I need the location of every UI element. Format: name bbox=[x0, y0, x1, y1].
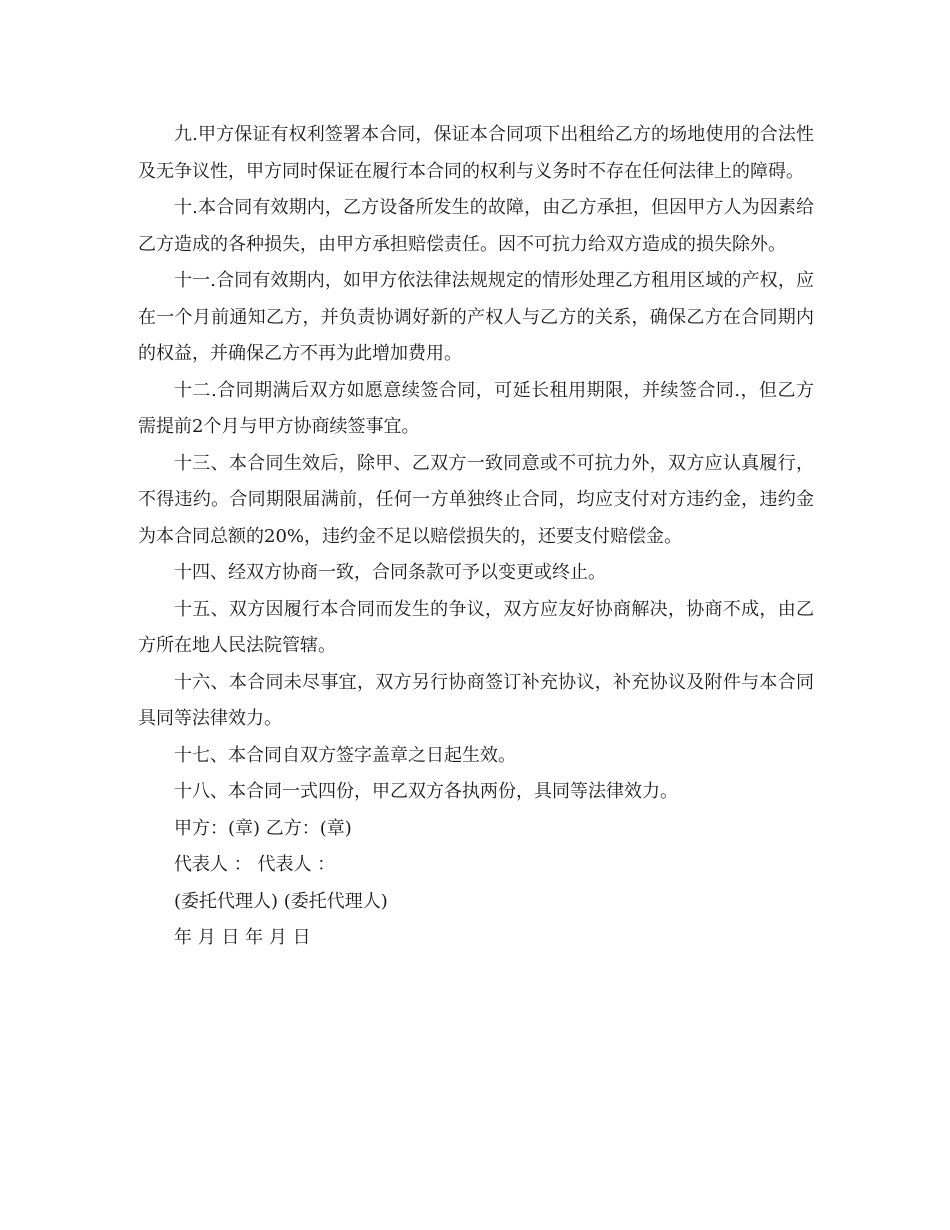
signature-representatives: 代表人 ： 代表人 ： bbox=[174, 854, 336, 875]
clause-17: 十七、本合同自双方签字盖章之日起生效。 bbox=[174, 744, 516, 766]
signature-dates: 年 月 日 年 月 日 bbox=[174, 927, 311, 948]
clause-9: 九.甲方保证有权利签署本合同，保证本合同项下出租给乙方的场地使用的合法性及无争议性，甲方同时保证在履行本合同的权利与义务时不存在任何法律上的障碍。 bbox=[138, 124, 814, 182]
clause-15: 十五、双方因履行本合同而发生的争议，双方应友好协商解决，协商不成，由乙方所在地人民法院管辖。 bbox=[138, 598, 814, 656]
clause-13: 十三、本合同生效后，除甲、乙双方一致同意或不可抗力外，双方应认真履行，不得违约。合同期限届满前，任何一方单独终止合同，均应支付对方违约金，违约金为本合同总额的20%，违约金不足以赔偿损失的，还要支付赔偿金。 bbox=[138, 452, 814, 547]
clause-12: 十二.合同期满后双方如愿意续签合同，可延长租用期限，并续签合同.，但乙方需提前2个月与甲方协商续签事宜。 bbox=[138, 379, 814, 437]
clause-11: 十一.合同有效期内，如甲方依法律法规规定的情形处理乙方租用区域的产权，应在一个月前通知乙方，并负责协调好新的产权人与乙方的关系，确保乙方在合同期内的权益，并确保乙方不再为此增加费用。 bbox=[138, 270, 814, 364]
clause-16: 十六、本合同未尽事宜，双方另行协商签订补充协议，补充协议及附件与本合同具同等法律效力。 bbox=[138, 671, 814, 729]
contract-body bbox=[138, 117, 814, 957]
clause-14: 十四、经双方协商一致，合同条款可予以变更或终止。 bbox=[174, 562, 606, 583]
clause-10: 十.本合同有效期内，乙方设备所发生的故障，由乙方承担，但因甲方人为因素给乙方造成的各种损失，由甲方承担赔偿责任。因不可抗力给双方造成的损失除外。 bbox=[138, 197, 814, 255]
clause-18: 十八、本合同一式四份，甲乙双方各执两份，具同等法律效力。 bbox=[174, 781, 678, 802]
signature-agents: (委托代理人) (委托代理人) bbox=[174, 890, 388, 912]
signature-parties: 甲方：(章) 乙方：(章) bbox=[174, 817, 352, 839]
